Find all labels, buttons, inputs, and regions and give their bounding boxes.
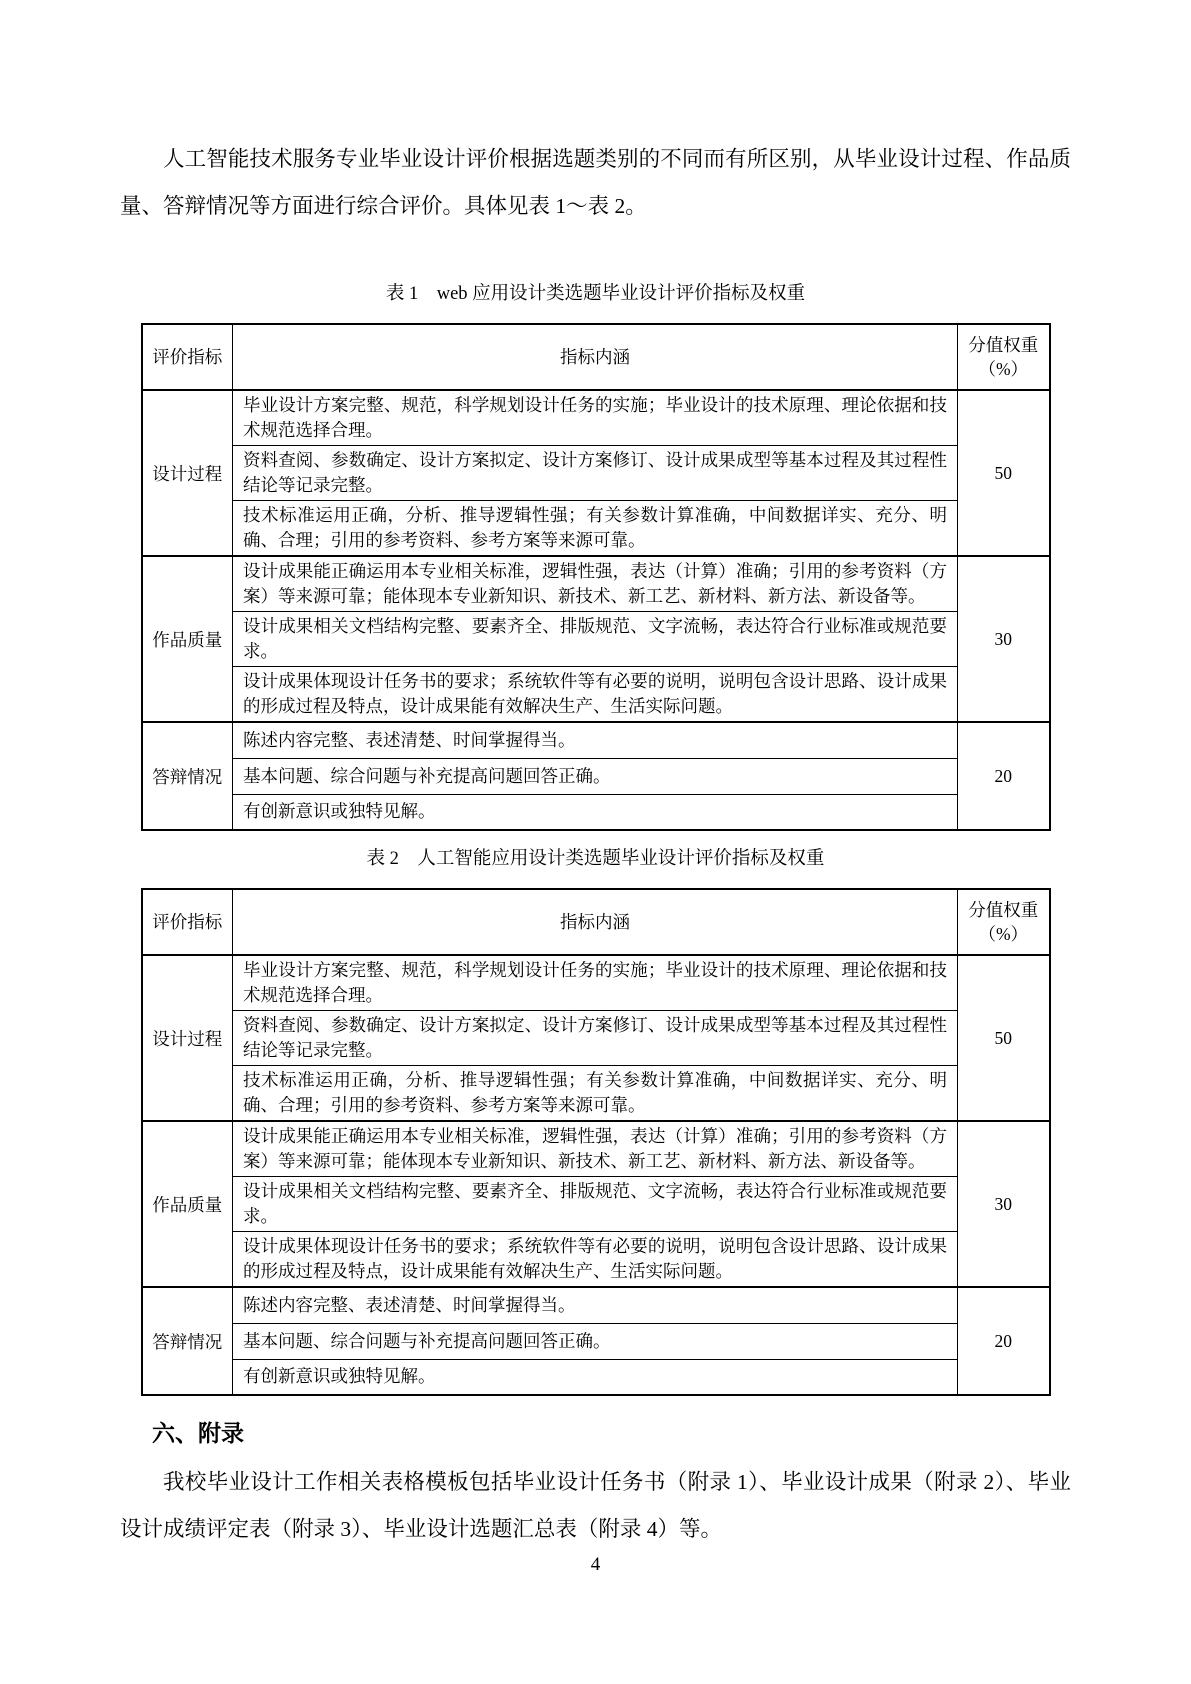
table-row [142,390,1050,446]
table-row [142,612,1050,667]
indicator-cell-defense: 答辩情况 [142,722,233,830]
table-row [142,1066,1050,1122]
table-row [142,556,1050,612]
indicator-cell-work-quality: 作品质量 [142,556,233,722]
table-row [142,794,1050,830]
indicator-cell-work-quality: 作品质量 [142,1121,233,1287]
content-cell: 有创新意识或独特见解。 [233,794,958,830]
table-row [142,1177,1050,1232]
table-header-row [142,889,1050,955]
weight-cell: 20 [958,722,1050,830]
table-row [142,722,1050,758]
content-cell: 技术标准运用正确，分析、推导逻辑性强；有关参数计算准确，中间数据详实、充分、明确、合理；引用的参考资料、参考方案等来源可靠。 [233,1066,958,1122]
table-row [142,1232,1050,1288]
col-header-weight [958,324,1050,390]
indicator-cell-design-process: 设计过程 [142,955,233,1121]
indicator-cell-design-process: 设计过程 [142,390,233,556]
col-header-content: 指标内涵 [233,324,958,390]
col-header-weight [958,889,1050,955]
table-row [142,1359,1050,1395]
col-header-indicator: 评价指标 [142,889,233,955]
page-number: 4 [590,1554,601,1575]
content-cell: 设计成果体现设计任务书的要求；系统软件等有必要的说明，说明包含设计思路、设计成果的形成过程及特点，设计成果能有效解决生产、生活实际问题。 [233,667,958,723]
content-cell: 资料查阅、参数确定、设计方案拟定、设计方案修订、设计成果成型等基本过程及其过程性结论等记录完整。 [233,446,958,501]
content-cell: 陈述内容完整、表述清楚、时间掌握得当。 [233,722,958,758]
section-heading-appendix: 六、附录 [152,1420,244,1446]
content-cell: 基本问题、综合问题与补充提高问题回答正确。 [233,1323,958,1359]
table-row [142,1287,1050,1323]
table-row [142,1323,1050,1359]
content-cell: 设计成果相关文档结构完整、要素齐全、排版规范、文字流畅，表达符合行业标准或规范要求。 [233,612,958,667]
table-row [142,667,1050,723]
table-header-row [142,324,1050,390]
evaluation-table-1 [141,323,1051,831]
content-cell: 基本问题、综合问题与补充提高问题回答正确。 [233,758,958,794]
col-header-content: 指标内涵 [233,889,958,955]
table1-caption: 表 1 web 应用设计类选题毕业设计评价指标及权重 [385,284,806,304]
content-cell: 毕业设计方案完整、规范，科学规划设计任务的实施；毕业设计的技术原理、理论依据和技术规范选择合理。 [233,955,958,1011]
content-cell: 设计成果相关文档结构完整、要素齐全、排版规范、文字流畅，表达符合行业标准或规范要求。 [233,1177,958,1232]
appendix-paragraph: 我校毕业设计工作相关表格模板包括毕业设计任务书（附录 1）、毕业设计成果（附录 2）、毕业设计成绩评定表（附录 3）、毕业设计选题汇总表（附录 4）等。 [120,1470,1071,1541]
content-cell: 技术标准运用正确，分析、推导逻辑性强；有关参数计算准确，中间数据详实、充分、明确、合理；引用的参考资料、参考方案等来源可靠。 [233,501,958,557]
content-cell: 有创新意识或独特见解。 [233,1359,958,1395]
content-cell: 设计成果能正确运用本专业相关标准，逻辑性强，表达（计算）准确；引用的参考资料（方案）等来源可靠；能体现本专业新知识、新技术、新工艺、新材料、新方法、新设备等。 [233,1121,958,1177]
weight-header-line1: 分值权重 [968,335,1039,355]
table-row [142,758,1050,794]
table-row [142,1121,1050,1177]
weight-cell: 20 [958,1287,1050,1395]
content-cell: 资料查阅、参数确定、设计方案拟定、设计方案修订、设计成果成型等基本过程及其过程性结论等记录完整。 [233,1011,958,1066]
table-row [142,446,1050,501]
table2-caption: 表 2 人工智能应用设计类选题毕业设计评价指标及权重 [366,849,825,869]
weight-cell: 30 [958,556,1050,722]
intro-paragraph: 人工智能技术服务专业毕业设计评价根据选题类别的不同而有所区别，从毕业设计过程、作品质量、答辩情况等方面进行综合评价。具体见表 1～表 2。 [120,147,1071,218]
weight-header-line2: （%） [978,359,1029,379]
content-cell: 设计成果体现设计任务书的要求；系统软件等有必要的说明，说明包含设计思路、设计成果的形成过程及特点，设计成果能有效解决生产、生活实际问题。 [233,1232,958,1288]
weight-cell: 50 [958,390,1050,556]
content-cell: 陈述内容完整、表述清楚、时间掌握得当。 [233,1287,958,1323]
table-row [142,1011,1050,1066]
col-header-indicator: 评价指标 [142,324,233,390]
content-cell: 毕业设计方案完整、规范，科学规划设计任务的实施；毕业设计的技术原理、理论依据和技术规范选择合理。 [233,390,958,446]
weight-header-line1: 分值权重 [968,900,1039,920]
content-cell: 设计成果能正确运用本专业相关标准，逻辑性强，表达（计算）准确；引用的参考资料（方案）等来源可靠；能体现本专业新知识、新技术、新工艺、新材料、新方法、新设备等。 [233,556,958,612]
indicator-cell-defense: 答辩情况 [142,1287,233,1395]
weight-header-line2: （%） [978,924,1029,944]
table-row [142,955,1050,1011]
weight-cell: 30 [958,1121,1050,1287]
weight-cell: 50 [958,955,1050,1121]
table-row [142,501,1050,557]
evaluation-table-2 [141,888,1051,1396]
